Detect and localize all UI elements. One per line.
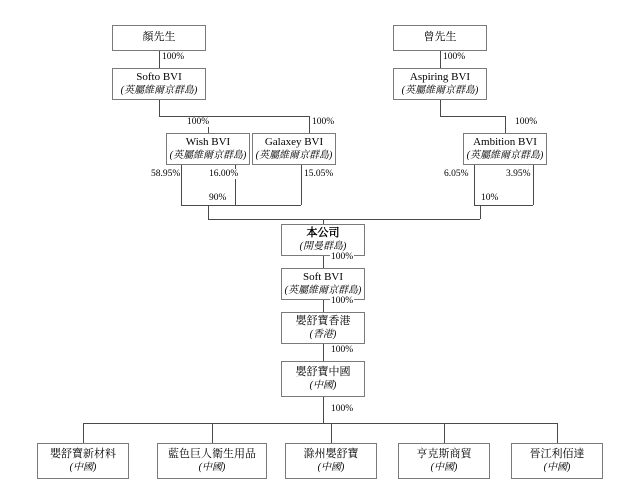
connector-line [83,423,557,424]
entity-jurisdiction: (中國) [309,379,337,391]
entity-node-sub2 [157,443,267,479]
entity-jurisdiction: (中國) [317,461,345,473]
percentage-label-p-ambition-605: 6.05% [444,169,469,179]
connector-line [440,51,441,68]
entity-name: 嬰舒寶香港 [295,314,351,327]
entity-jurisdiction: (中國) [69,461,97,473]
entity-node-zeng [393,25,487,51]
percentage-label-p-ambition-395: 3.95% [506,169,531,179]
entity-jurisdiction: (開曼群島) [299,240,347,252]
entity-name: Wish BVI [185,135,231,148]
entity-jurisdiction: (中國) [198,461,226,473]
entity-node-softo [112,68,206,100]
entity-node-sub4 [398,443,490,479]
entity-jurisdiction: (中國) [543,461,571,473]
percentage-label-p-softo-wish: 100% [187,117,210,127]
entity-node-galaxey [252,133,336,165]
connector-line [323,397,324,423]
connector-line [323,344,324,361]
entity-name: 顏先生 [142,31,176,44]
entity-name: Galaxey BVI [264,135,324,148]
connector-line [331,423,332,443]
percentage-label-p-left-90: 90% [209,193,227,203]
connector-line [444,423,445,443]
entity-jurisdiction: (香港) [309,328,337,340]
connector-line [440,100,441,116]
entity-name: 嬰舒寶中國 [295,365,351,378]
entity-name: 藍色巨人衛生用品 [168,447,256,460]
percentage-label-p-wish-58: 58.95% [151,169,181,179]
entity-jurisdiction: (英屬維爾京群島) [255,149,333,161]
connector-line [301,165,302,205]
connector-line [159,116,309,117]
entity-jurisdiction: (中國) [430,461,458,473]
entity-node-sub5 [511,443,603,479]
entity-name: 滁州嬰舒寶 [303,447,359,460]
connector-line [474,165,475,205]
connector-line [323,300,324,312]
entity-jurisdiction: (英屬維爾京群島) [466,149,544,161]
percentage-label-p-soft-hk: 100% [331,296,354,306]
percentage-label-p-hk-cn: 100% [331,345,354,355]
percentage-label-p-softo-galaxey: 100% [312,117,335,127]
entity-name: Ambition BVI [473,135,537,148]
percentage-label-p-galaxey-15: 15.05% [304,169,334,179]
connector-line [557,423,558,443]
entity-node-cn [281,361,365,397]
entity-node-ambition [463,133,547,165]
connector-line [505,116,506,133]
entity-node-wish [166,133,250,165]
percentage-label-p-zeng-aspiring: 100% [443,52,466,62]
connector-line [83,423,84,443]
percentage-label-p-company-soft: 100% [331,252,354,262]
connector-line [159,100,160,116]
connector-line [533,165,534,205]
entity-node-sub3 [285,443,377,479]
connector-line [181,205,301,206]
entity-node-sub1 [37,443,129,479]
entity-jurisdiction: (英屬維爾京群島) [284,284,362,296]
entity-name: Aspiring BVI [409,70,471,83]
connector-line [480,205,481,219]
connector-line [159,51,160,68]
connector-line [212,423,213,443]
entity-jurisdiction: (英屬維爾京群島) [169,149,247,161]
entity-name: 本公司 [306,226,340,239]
connector-line [474,205,533,206]
entity-jurisdiction: (英屬維爾京群島) [401,84,479,96]
entity-jurisdiction: (英屬維爾京群島) [120,84,198,96]
percentage-label-p-cn-subs: 100% [331,404,354,414]
connector-line [208,205,209,219]
percentage-label-p-wish-16: 16.00% [209,169,239,179]
connector-line [323,256,324,268]
connector-line [440,116,505,117]
entity-node-aspiring [393,68,487,100]
entity-name: Soft BVI [302,270,344,283]
entity-node-hk [281,312,365,344]
entity-name: 晉江利佰達 [529,447,585,460]
connector-line [208,219,480,220]
connector-line [309,116,310,133]
entity-node-yan [112,25,206,51]
entity-name: Softo BVI [136,70,182,83]
entity-name: 嬰舒寶新材料 [50,447,116,460]
entity-name: 曾先生 [423,31,457,44]
percentage-label-p-aspiring-ambition: 100% [515,117,538,127]
percentage-label-p-right-10: 10% [481,193,499,203]
entity-name: 亨克斯商貿 [416,447,472,460]
percentage-label-p-yan-softo: 100% [162,52,185,62]
